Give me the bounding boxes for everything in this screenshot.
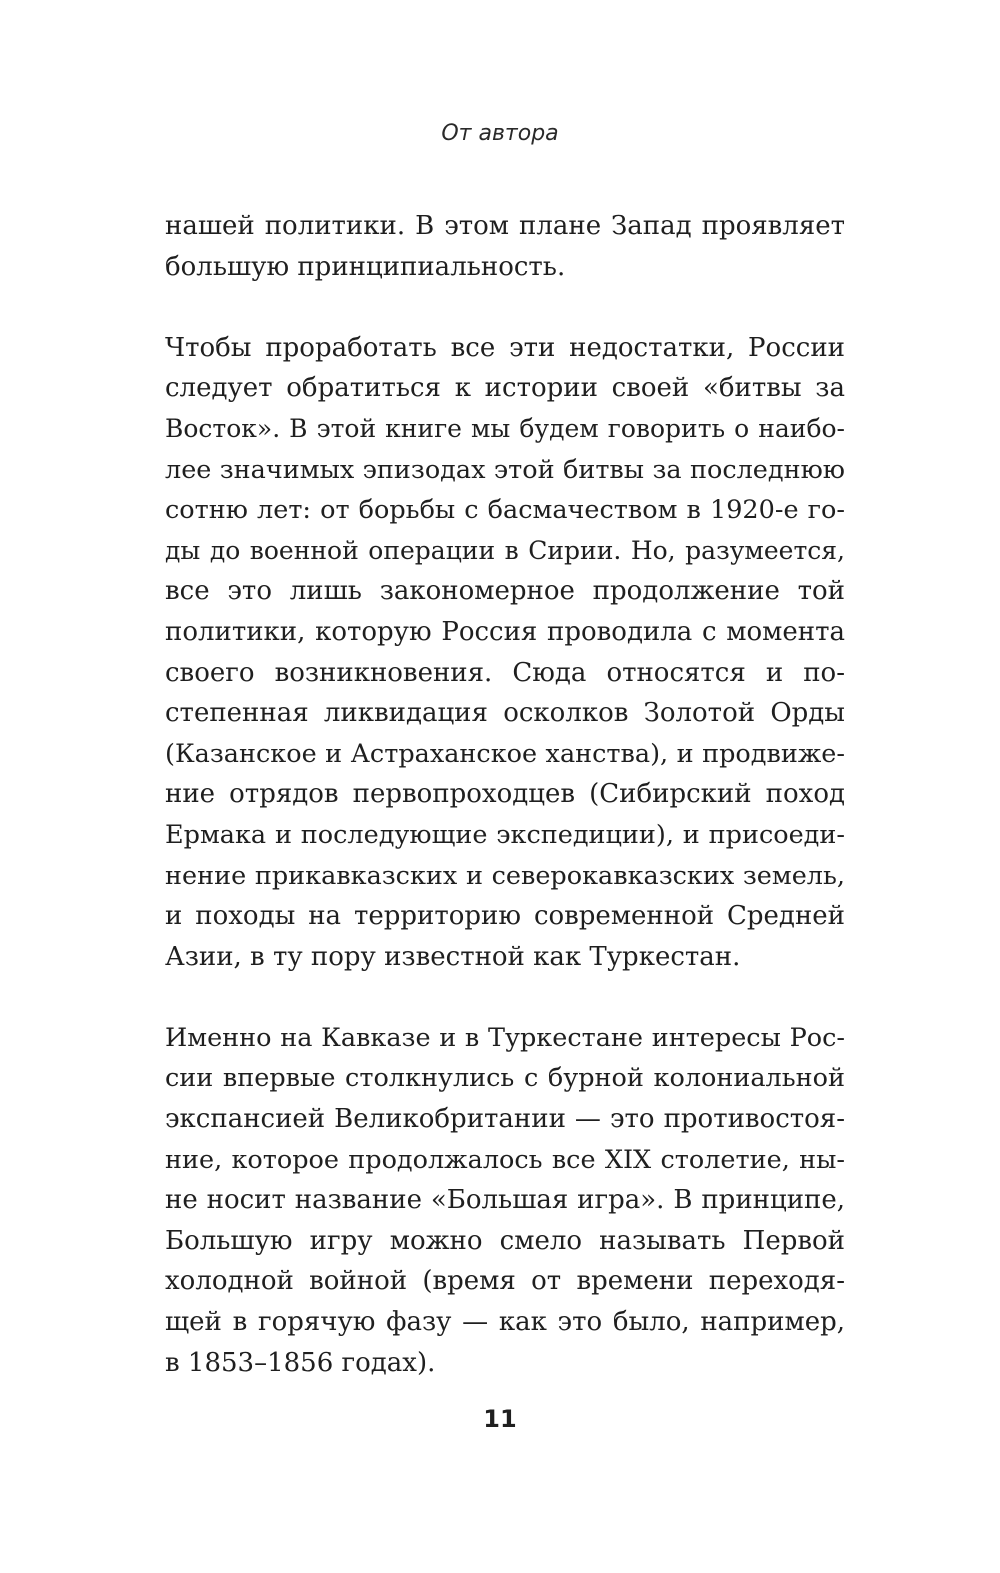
text-line: экспансией Великобритании — это противостоя-	[165, 1104, 845, 1135]
text-line: ние отрядов первопроходцев (Сибирский поход	[165, 779, 845, 810]
text-line: в 1853–1856 годах).	[165, 1347, 436, 1378]
text-line: (Казанское и Астраханское ханства), и продвиже-	[165, 738, 845, 769]
page-number: 11	[483, 1405, 517, 1433]
paragraph-1	[165, 206, 845, 287]
text-line: ды до военной операции в Сирии. Но, разумеется,	[165, 535, 845, 565]
text-line: Чтобы проработать все эти недостатки, России	[165, 332, 845, 363]
text-line: ние, которое продолжалось все XIX столетие, ны-	[165, 1144, 845, 1175]
paragraph-gap	[165, 287, 845, 328]
text-line: и походы на территорию современной Средней	[165, 901, 845, 932]
text-line: нение прикавказских и северокавказских земель,	[165, 860, 845, 891]
paragraph-gap	[165, 977, 845, 1018]
text-line: сии впервые столкнулись с бурной колониальной	[165, 1063, 845, 1094]
text-line: Большую игру можно смело называть Первой	[165, 1225, 845, 1256]
text-line: щей в горячую фазу — как это было, например,	[165, 1307, 845, 1338]
text-line: все это лишь закономерное продолжение той	[165, 576, 845, 607]
text-line: сотню лет: от борьбы с басмачеством в 1920-е го-	[165, 495, 845, 526]
text-line: политики, которую Россия проводила с момента	[165, 616, 845, 647]
text-line: своего возникновения. Сюда относятся и по-	[165, 657, 845, 688]
paragraph-3	[165, 1018, 845, 1383]
running-head: От автора	[441, 121, 559, 146]
text-line: не носит название «Большая игра». В принципе,	[165, 1185, 845, 1216]
paragraph-2	[165, 328, 845, 978]
text-line: Именно на Кавказе и в Туркестане интересы Рос-	[165, 1022, 845, 1053]
body-text	[165, 206, 845, 1383]
text-line: следует обратиться к истории своей «битвы за	[165, 373, 845, 404]
text-line: лее значимых эпизодах этой битвы за последнюю	[165, 454, 845, 485]
text-line: нашей политики. В этом плане Запад проявляет	[165, 211, 845, 241]
text-line: большую принципиальность.	[165, 251, 566, 282]
text-line: холодной войной (время от времени переходя-	[165, 1266, 845, 1297]
text-line: Ермака и последующие экспедиции), и присоеди-	[165, 819, 845, 850]
text-line: Восток». В этой книге мы будем говорить о наибо-	[165, 413, 845, 443]
text-line: Азии, в ту пору известной как Туркестан.	[165, 941, 741, 972]
text-line: степенная ликвидация осколков Золотой Орды	[165, 698, 845, 729]
